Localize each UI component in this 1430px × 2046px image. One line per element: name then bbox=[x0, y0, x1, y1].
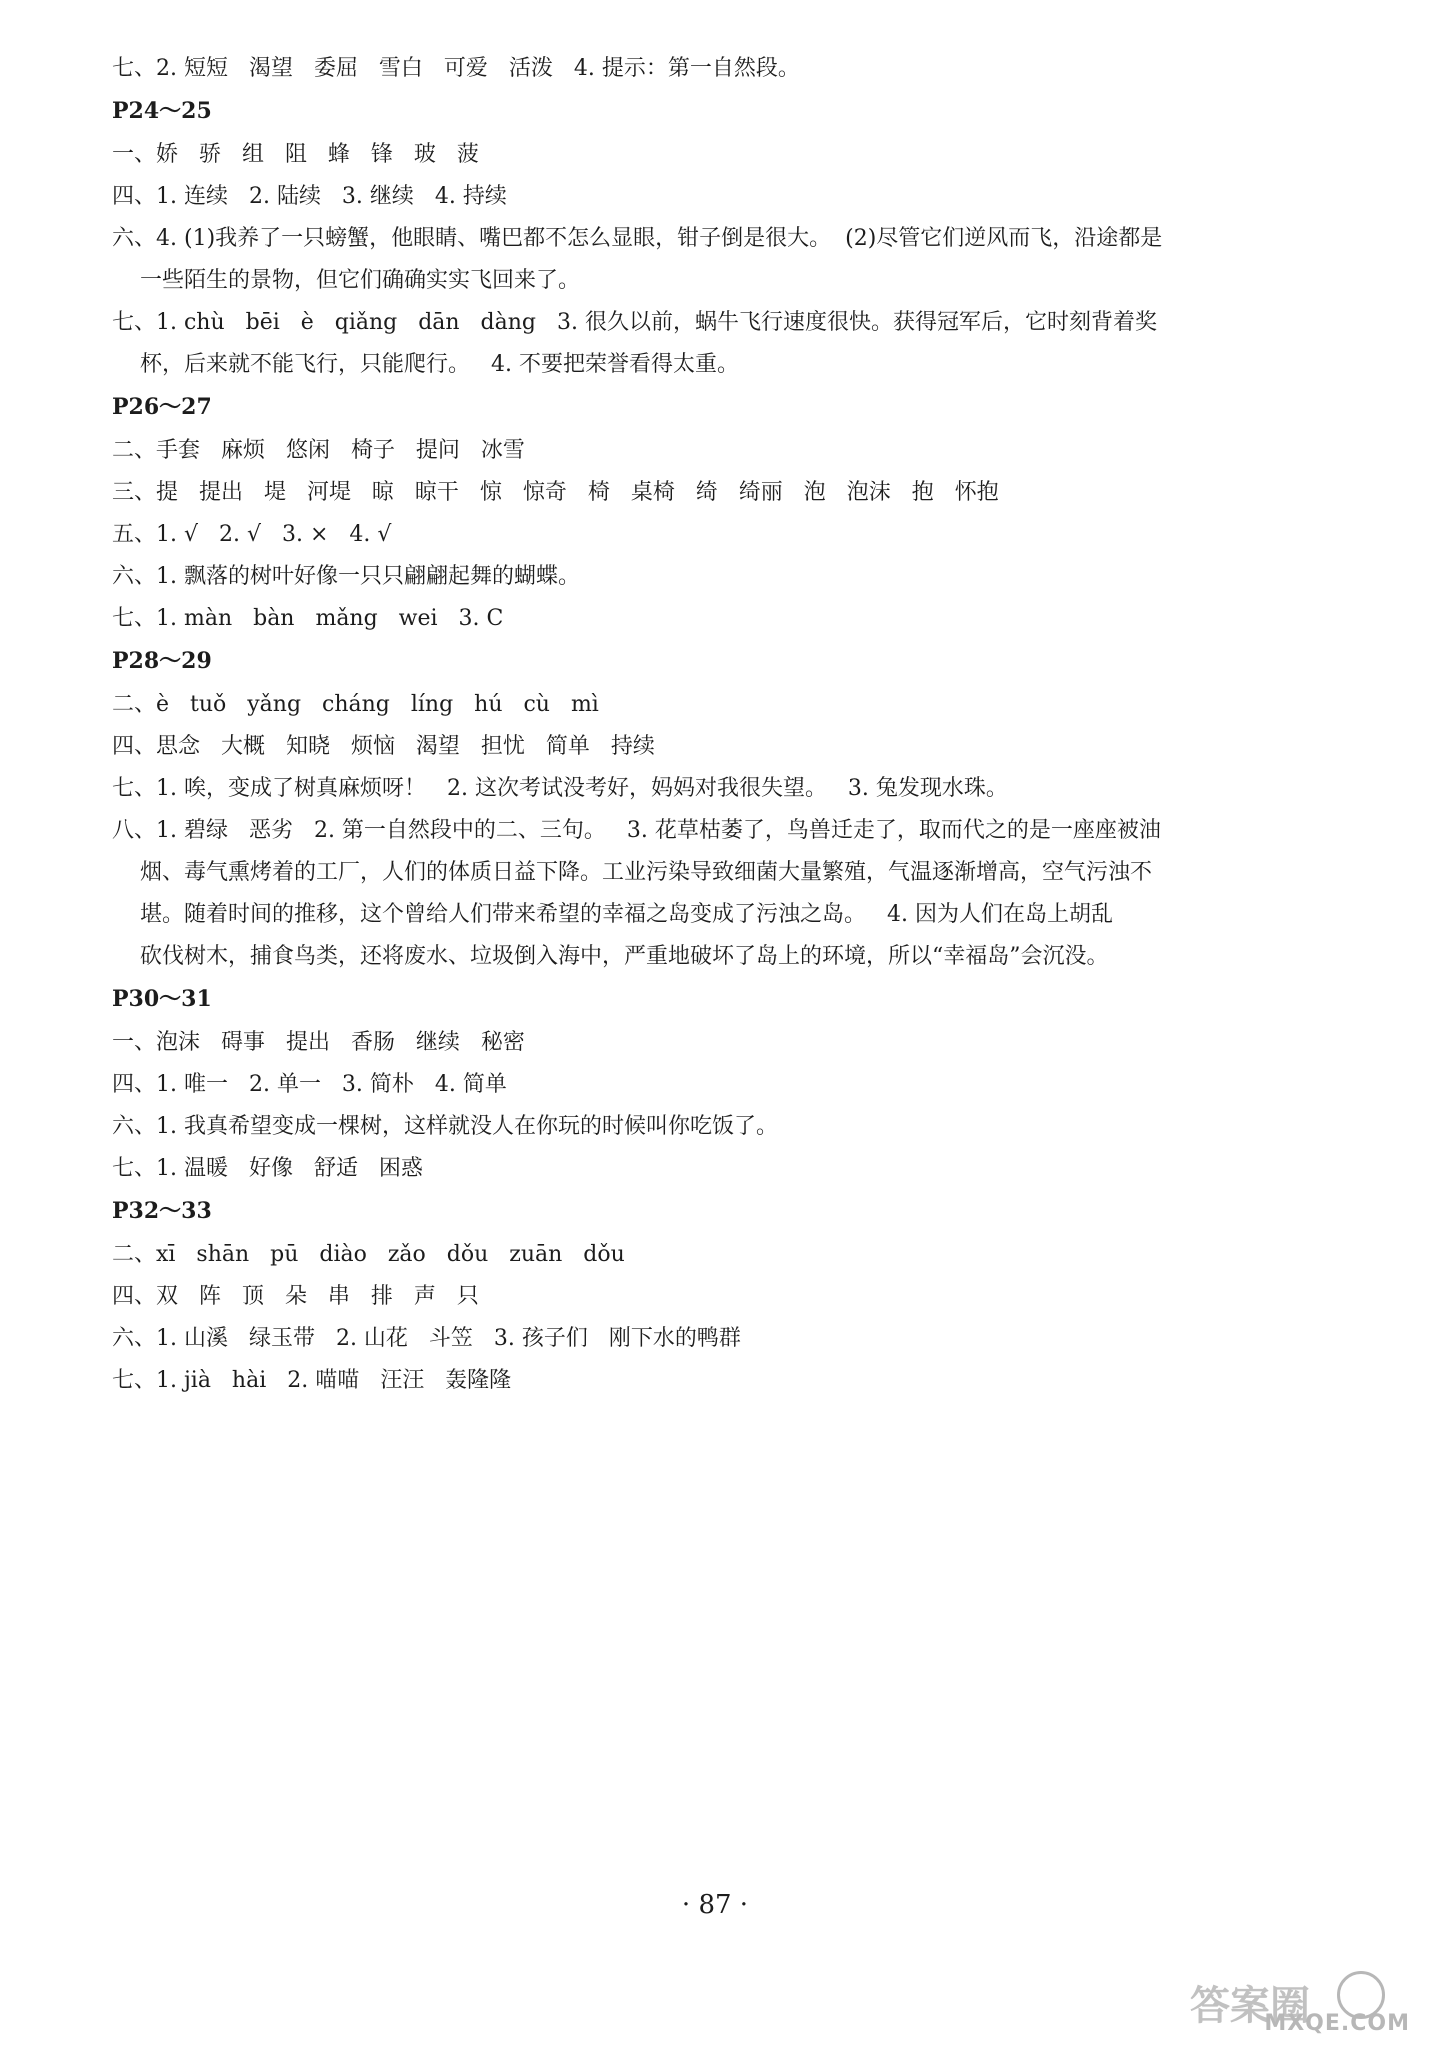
answer-line-continuation: 砍伐树木，捕食鸟类，还将废水、垃圾倒入海中，严重地破坏了岛上的环境，所以“幸福岛”会沉没。 bbox=[140, 944, 1109, 969]
answer-line: 四、思念 大概 知晓 烦恼 渴望 担忧 简单 持续 bbox=[112, 734, 655, 759]
answer-line: 八、1. 碧绿 恶劣 2. 第一自然段中的二、三句。 3. 花草枯萎了，鸟兽迁走了，取而代之的是一座座被油 bbox=[112, 818, 1161, 843]
answer-line: 三、提 提出 堤 河堤 晾 晾干 惊 惊奇 椅 桌椅 绮 绮丽 泡 泡沫 抱 怀抱 bbox=[112, 480, 999, 505]
section-header: P26～27 bbox=[112, 394, 212, 420]
answer-line: 六、1. 山溪 绿玉带 2. 山花 斗笠 3. 孩子们 刚下水的鸭群 bbox=[112, 1326, 741, 1351]
answer-line-continuation: 杯，后来就不能飞行，只能爬行。 4. 不要把荣誉看得太重。 bbox=[140, 352, 739, 377]
answer-line-continuation: 堪。随着时间的推移，这个曾给人们带来希望的幸福之岛变成了污浊之岛。 4. 因为人们在岛上胡乱 bbox=[140, 902, 1113, 927]
answer-line: 二、xī shān pū diào zǎo dǒu zuān dǒu bbox=[112, 1242, 625, 1267]
answer-line: 一、泡沫 碍事 提出 香肠 继续 秘密 bbox=[112, 1030, 525, 1055]
answer-line: 七、1. jià hài 2. 喵喵 汪汪 轰隆隆 bbox=[112, 1368, 512, 1393]
watermark-logo bbox=[1190, 1966, 1410, 2036]
section-header: P28～29 bbox=[112, 648, 212, 674]
section-header: P32～33 bbox=[112, 1198, 212, 1224]
answer-line: 二、è tuǒ yǎng cháng líng hú cù mì bbox=[112, 692, 599, 717]
answer-line: 七、2. 短短 渴望 委屈 雪白 可爱 活泼 4. 提示：第一自然段。 bbox=[112, 56, 800, 81]
answer-line: 五、1. √ 2. √ 3. × 4. √ bbox=[112, 522, 392, 547]
answer-line: 四、双 阵 顶 朵 串 排 声 只 bbox=[112, 1284, 479, 1309]
answer-content bbox=[112, 54, 1262, 1408]
answer-line: 四、1. 唯一 2. 单一 3. 简朴 4. 简单 bbox=[112, 1072, 507, 1097]
answer-line: 六、4. (1)我养了一只螃蟹，他眼睛、嘴巴都不怎么显眼，钳子倒是很大。 (2)尽管它们逆风而飞，沿途都是 bbox=[112, 226, 1163, 251]
answer-line: 七、1. 唉，变成了树真麻烦呀！ 2. 这次考试没考好，妈妈对我很失望。 3. 兔发现水珠。 bbox=[112, 776, 1008, 801]
section-header: P30～31 bbox=[112, 986, 212, 1012]
section-header: P24～25 bbox=[112, 98, 212, 124]
answer-line-continuation: 一些陌生的景物，但它们确确实实飞回来了。 bbox=[140, 268, 581, 293]
watermark-site-text: MXQE.COM bbox=[1264, 2011, 1410, 2036]
answer-line: 二、手套 麻烦 悠闲 椅子 提问 冰雪 bbox=[112, 438, 525, 463]
answer-line: 一、娇 骄 组 阻 蜂 锋 玻 菠 bbox=[112, 142, 479, 167]
answer-line: 六、1. 我真希望变成一棵树，这样就没人在你玩的时候叫你吃饭了。 bbox=[112, 1114, 778, 1139]
answer-line-continuation: 烟、毒气熏烤着的工厂，人们的体质日益下降。工业污染导致细菌大量繁殖，气温逐渐增高，空气污浊不 bbox=[140, 860, 1153, 885]
answer-line: 六、1. 飘落的树叶好像一只只翩翩起舞的蝴蝶。 bbox=[112, 564, 580, 589]
page-number: · 87 · bbox=[681, 1890, 749, 1920]
answer-line: 七、1. chù bēi è qiǎng dān dàng 3. 很久以前，蜗牛飞行速度很快。获得冠军后，它时刻背着奖 bbox=[112, 310, 1157, 335]
answer-line: 七、1. màn bàn mǎng wei 3. C bbox=[112, 606, 504, 631]
answer-line: 四、1. 连续 2. 陆续 3. 继续 4. 持续 bbox=[112, 184, 507, 209]
answer-line: 七、1. 温暖 好像 舒适 困惑 bbox=[112, 1156, 423, 1181]
watermark-logo-text: 答案圈 bbox=[1190, 1983, 1310, 2029]
